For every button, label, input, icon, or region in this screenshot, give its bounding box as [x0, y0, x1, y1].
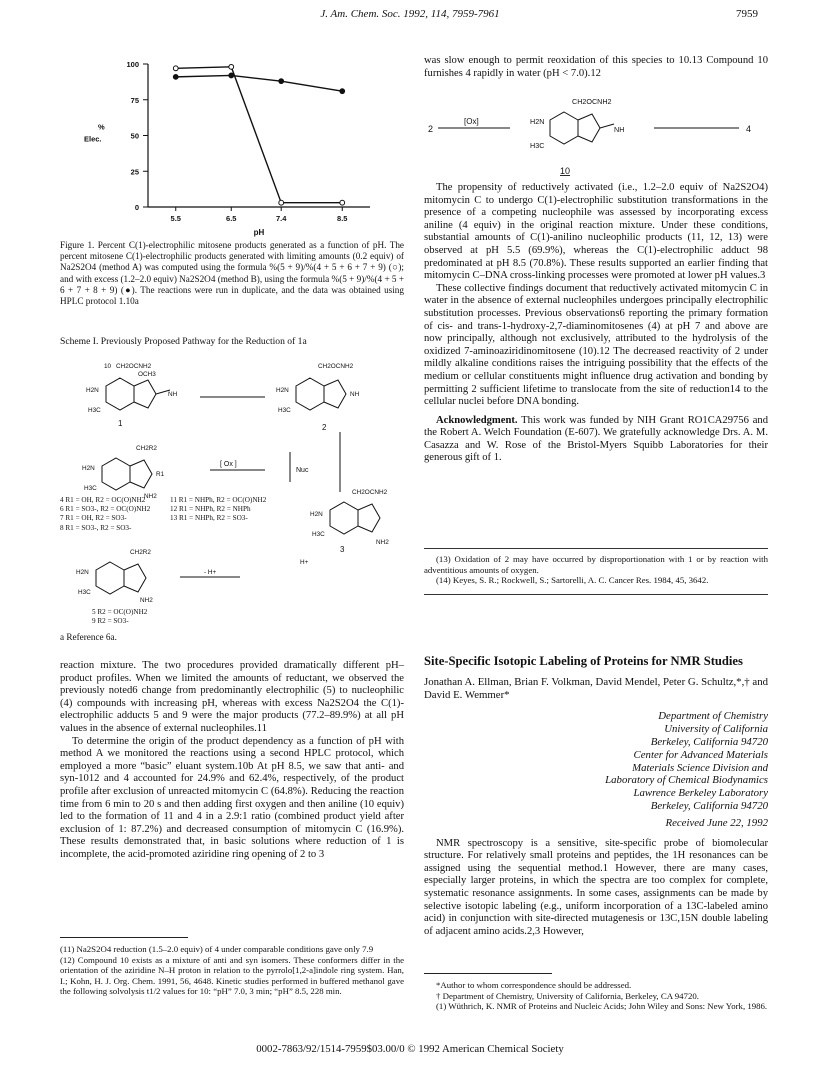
label-och3: OCH3 — [138, 371, 156, 378]
compound-9: 9 R2 = SO3- — [92, 617, 129, 626]
label-hplus: H+ — [300, 559, 309, 566]
article2-header — [424, 654, 768, 938]
ring-1a — [106, 378, 134, 410]
label-ox: [ Ox ] — [220, 461, 237, 468]
label-nh2-5: NH2 — [140, 597, 153, 604]
acknowledgment — [424, 415, 768, 465]
ring-5a — [96, 562, 124, 594]
aziridine-10 — [600, 124, 614, 128]
label-ch2r2: CH2R2 — [136, 445, 157, 452]
footnote-star: *Author to whom correspondence should be addressed. — [436, 980, 632, 990]
compound-13: 13 R1 = NHPh, R2 = SO3- — [170, 514, 248, 523]
right-column-body — [424, 182, 768, 465]
scheme-title: Scheme I. Previously Proposed Pathway for the Reduction of 1a — [60, 336, 307, 347]
paragraph: To determine the origin of the product dependency as a function of pH with method A we monitored the reactions using a second HPLC protocol, which employed a more “basic” eluant system.10b At pH 8.5, we saw that anti- and syn-1012 and 4 accounted for 24.9% and 62.4%, respectively, of the product profile after exclusion of unreacted mitomycin C (64.8%). Reducing the reaction time from 6 min to 20 s and then adding first oxygen and then aniline (10 equiv) led to the formation of 11 and 4 in a 2.9:1 ratio (combined product yield after exclusion of 1: 87.2%) and decreased consumption of mitomycin C (16.9%). These results demonstrated that, in basic solutions where reduction of 1 is incomplete, the acid-promoted aziridine ring opening of 2 to 3 — [60, 735, 404, 860]
x-tick-label: 7.4 — [275, 214, 287, 223]
ring-2a — [296, 378, 324, 410]
scheme2-nh: NH — [614, 125, 625, 134]
oxidation-scheme — [424, 84, 768, 180]
label-h3c-2: H3C — [278, 407, 291, 414]
ring-1b — [134, 380, 156, 408]
compound-8: 8 R1 = SO3-, R2 = SO3- — [60, 523, 132, 532]
label-nh-2: NH — [350, 391, 360, 398]
scheme2-left: 2 — [428, 124, 434, 134]
data-point-open — [173, 66, 178, 71]
compound-1-label: 1 — [118, 419, 123, 428]
label-nh-1: NH — [168, 391, 178, 398]
compound-4: 4 R1 = OH, R2 = OC(O)NH2 — [60, 496, 146, 504]
footnote-1: (1) Wüthrich, K. NMR of Proteins and Nucleic Acids; John Wiley and Sons: New York, 1986. — [436, 1001, 768, 1012]
y-axis-label: Elec. — [84, 134, 102, 144]
label-ch2r2-b: CH2R2 — [130, 549, 151, 556]
left-column-body — [60, 660, 404, 862]
ring-mid-a — [102, 458, 130, 490]
y-axis-label: % — [98, 122, 105, 132]
ring-10b — [578, 114, 600, 142]
label-ten: 10 — [104, 363, 112, 370]
scheme2-h3c: H3C — [530, 141, 545, 150]
footnote-12: (12) Compound 10 exists as a mixture of anti and syn isomers. These conformers differ in the orientation of the aziridine N–H proton in relation to the pyrrolo[1,2-a]indole ring system. Han, I.; Kohn, H. J. Org. Chem. 1991, 56, 4648. Kinetic studies performed in buffered methanol gave the following solvolysis t1/2 values for 10: “pH” 7.0, 3 min; “pH” 8.5, 228 min. — [60, 954, 404, 997]
footnote-dagger: † Department of Chemistry, University of California, Berkeley, CA 94720. — [436, 990, 699, 1001]
paragraph: The propensity of reductively activated (i.e., 1.2–2.0 equiv of Na2S2O4) mitomycin C to undergo C(1)-electrophilic substitution transformations in the presence of a competing nucleophile was assessed by incorporating excess aniline (4 equiv) in the original reaction mixture. Under these conditions, substantial amounts of C(1)-anilino nucleophilic products (11, 12, 13) were observed at pH 5.5 (69.9%), whereas the C(1)-electrophilic adduct 98 predominated at pH 8.5 (70.8%). These results supported an earlier finding that mitomycin C–DNA cross-linking processes were promoted at lower pH values.3 — [424, 182, 768, 282]
figure1-chart — [60, 52, 404, 242]
y-tick-label: 0 — [134, 203, 139, 212]
compound-7: 7 R1 = OH, R2 = SO3- — [60, 514, 127, 523]
label-nh2-mid: NH2 — [144, 493, 157, 500]
label-carbamate-3: CH2OCNH2 — [352, 489, 388, 496]
data-point-filled — [279, 79, 284, 84]
compound-list-right — [170, 496, 320, 524]
scheme2-label: 10 — [560, 166, 571, 176]
label-minus-hplus: - H+ — [204, 569, 217, 576]
footnote-11: (11) Na2S2O4 reduction (1.5–2.0 equiv) of 4 under comparable conditions gave only 7.9 — [60, 944, 374, 954]
label-nh2-3: NH2 — [376, 539, 389, 546]
compound-5: 5 R2 = OC(O)NH2 — [92, 608, 148, 616]
compound-12: 12 R1 = NHPh, R2 = NHPh — [170, 505, 251, 514]
data-point-filled — [340, 89, 345, 94]
data-point-filled — [229, 73, 234, 78]
figure1-caption: Figure 1. Percent C(1)-electrophilic mitosene products generated as a function of pH. The percent mitosene C(1)-electrophilic products generated with limiting amounts (0.2 equiv) of Na2S2O4 (method A) was computed using the formula %(5 + 9)/%(4 + 5 + 6 + 7 + 9) (○); and with excess (1.2–2.0 equiv) Na2S2O4 (method B), using the formula %(5 + 9)/%(4 + 5 + 6 + 7 + 8 + 9) (●). The reactions were run in duplicate, and the data was obtained using HPLC protocol 1.10a — [60, 240, 404, 307]
affil-line: Materials Science Division and — [632, 761, 768, 774]
footnote-14: (14) Keyes, S. R.; Rockwell, S.; Sartorelli, A. C. Cancer Res. 1984, 45, 3642. — [436, 575, 709, 586]
label-h2n-mid: H2N — [82, 465, 95, 472]
data-point-filled — [173, 74, 178, 79]
divider — [424, 548, 768, 549]
left-footnotes — [60, 932, 404, 997]
paragraph: These collective findings document that reductively activated mitomycin C in water in the absence of external nucleophiles undergoes principally electrophilic substitution processes. Previous observations6 reporting the primary formation of cis- and trans-1-hydroxy-2,7-diaminomitosenes (4) at pH 7 and above are now principally, although not exclusively, attributed to the hydrolysis of the oxidized 7-aminoaziridinomitosene (10).12 The decreased reactivity of 2 under mildly alkaline conditions raises the intriguing possibility that the effects of the medium or cellular constituents might influence drug activation and bonding by permitting 2 sufficient lifetime to translocate from the site of reduction14 to the cellular nuclei before DNA bonding. — [424, 282, 768, 408]
scheme-footnote: a Reference 6a. — [60, 632, 117, 642]
ring-3a — [330, 502, 358, 534]
right-footnotes — [424, 548, 768, 595]
compound-2-label: 2 — [322, 423, 327, 432]
compound-list-bottom — [92, 608, 212, 626]
affil-line: University of California — [664, 723, 768, 736]
label-h3c-5: H3C — [78, 589, 91, 596]
affil-line: Department of Chemistry — [658, 710, 768, 723]
label-h2n-2: H2N — [276, 387, 289, 394]
label-carbamate-2: CH2OCNH2 — [318, 363, 354, 370]
label-h3c-1: H3C — [88, 407, 101, 414]
scheme-structures — [60, 352, 404, 622]
ring-5b — [124, 564, 146, 592]
compound-11: 11 R1 = NHPh, R2 = OC(O)NH2 — [170, 496, 267, 504]
page-footer: 0002-7863/92/1514-7959$03.00/0 © 1992 American Chemical Society — [256, 1043, 564, 1055]
running-header — [0, 8, 820, 24]
compound-3-label: 3 — [340, 545, 345, 554]
ack-heading: Acknowledgment. — [436, 414, 518, 426]
compound-6: 6 R1 = SO3-, R2 = OC(O)NH2 — [60, 505, 151, 514]
page-number: 7959 — [736, 8, 758, 20]
y-tick-label: 50 — [130, 131, 139, 141]
x-axis-label: pH — [253, 228, 265, 237]
affil-line: Berkeley, California 94720 — [650, 736, 768, 748]
footnote-rule — [424, 973, 552, 974]
label-h3c-mid: H3C — [84, 485, 97, 492]
affil-line: Berkeley, California 94720 — [650, 799, 768, 812]
ring-3b — [358, 504, 380, 532]
label-nuc: Nuc — [296, 467, 309, 474]
right-intro: was slow enough to permit reoxidation of this species to 10.13 Compound 10 furnishes 4 rapidly in water (pH < 7.0).12 — [424, 55, 768, 79]
y-tick-label: 25 — [130, 167, 139, 177]
ring-10a — [550, 112, 578, 144]
scheme2-right: 4 — [746, 124, 752, 134]
label-h2n-5: H2N — [76, 569, 89, 576]
affil-line: Lawrence Berkeley Laboratory — [633, 787, 768, 800]
ring-2b — [324, 380, 346, 408]
footnote-13: (13) Oxidation of 2 may have occurred by disproportionation with 1 or by reaction with adventitious amounts of oxygen. — [424, 554, 768, 575]
ring-mid-b — [130, 460, 152, 488]
label-h3c-3: H3C — [312, 531, 325, 538]
article2-title: Site-Specific Isotopic Labeling of Proteins for NMR Studies — [424, 654, 743, 668]
article2-affiliation — [424, 710, 768, 829]
x-tick-label: 8.5 — [337, 214, 348, 223]
article2-authors: Jonathan A. Ellman, Brian F. Volkman, David Mendel, Peter G. Schultz,*,† and David E. Wemmer* — [424, 676, 768, 702]
divider — [424, 594, 768, 595]
data-point-open — [279, 200, 284, 205]
label-h2n-3: H2N — [310, 511, 323, 518]
received-date: Received June 22, 1992 — [665, 816, 768, 829]
label-h2n-1: H2N — [86, 387, 99, 394]
scheme2-ox: [Ox] — [464, 117, 479, 126]
label-r1: R1 — [156, 471, 165, 478]
data-point-open — [229, 64, 234, 69]
paragraph: reaction mixture. The two procedures provided dramatically different pH–product profiles. When we limited the amounts of reductant, we observed the previously noted6 change from predominantly electrophilic (5) to nucleophilic (4) compounds with increasing pH, whereas with excess Na2S2O4 the C(1)-electrophilic adducts 5 and 9 were the major products (77.2–89.9%) at all pH values in the absence of external nucleophiles.11 — [60, 660, 404, 734]
series-line — [176, 75, 343, 91]
affil-line: Laboratory of Chemical Biodynamics — [605, 774, 768, 787]
data-point-open — [340, 200, 345, 205]
affil-line: Center for Advanced Materials — [633, 748, 768, 761]
label-carbamate-1: CH2OCNH2 — [116, 363, 152, 370]
scheme2-h2n: H2N — [530, 117, 545, 126]
article2-footnotes — [424, 968, 768, 1012]
footnote-rule — [60, 937, 188, 938]
journal-citation: J. Am. Chem. Soc. 1992, 114, 7959-7961 — [320, 8, 500, 20]
y-tick-label: 75 — [130, 95, 139, 105]
x-tick-label: 6.5 — [226, 214, 237, 223]
y-tick-label: 100 — [126, 60, 139, 69]
x-tick-label: 5.5 — [170, 214, 181, 223]
article2-body: NMR spectroscopy is a sensitive, site-specific probe of biomolecular structure. For relatively small proteins and peptides, the 1H resonances can be assigned using the sequential method.1 However, there are many cases, especially larger proteins, in which the spectra are too complex for complete, systematic resonance assignments. In some cases, assignments can be made by selective isotopic labeling (e.g., uniform incorporation of a 13C-labeled amino acid) in conjunction with site-directed mutagenesis or 13C,15N double labeling of adjacent amino acids.2,3 However, — [424, 837, 768, 937]
ack-text: This work was funded by NIH Grant RO1CA29756 and the Robert A. Welch Foundation (E-607). We gratefully acknowledge Drs. A. M. Casazza and W. Rose of the Bristol-Myers Squibb Laboratories for their generous gift of 1. — [424, 414, 768, 464]
scheme2-carbamate: CH2OCNH2 — [572, 97, 612, 106]
